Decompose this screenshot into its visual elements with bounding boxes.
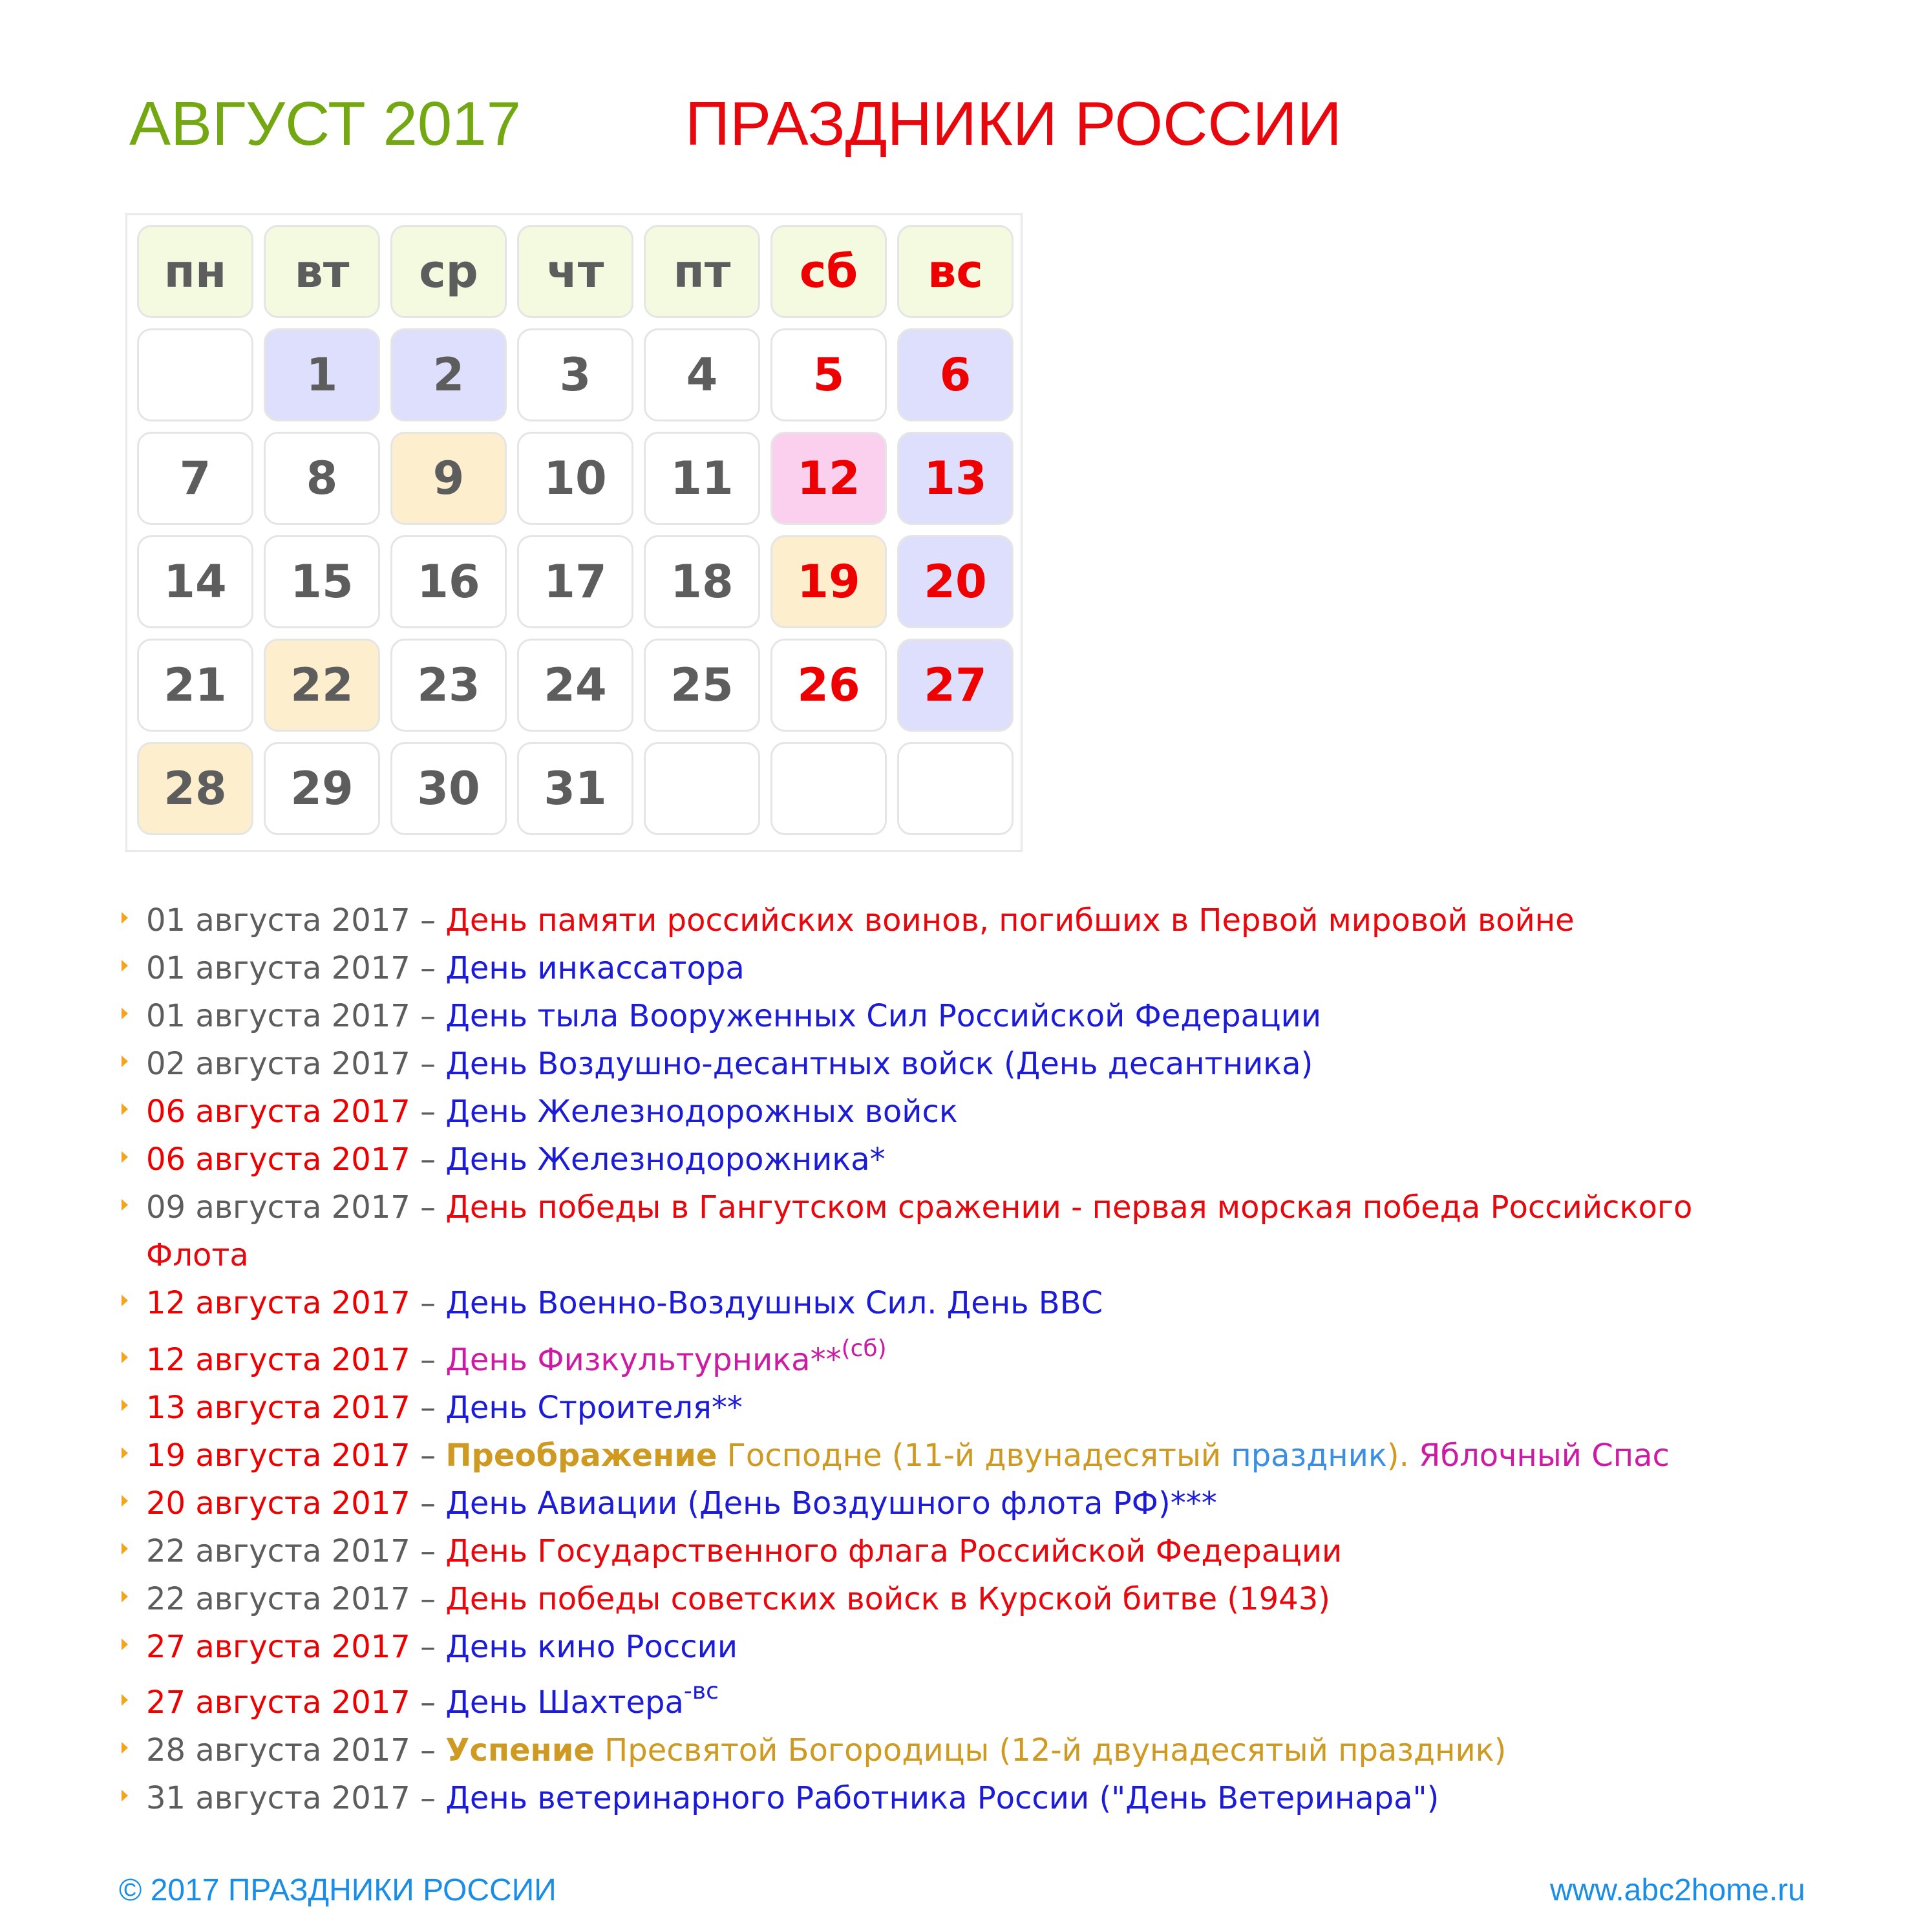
day-cell[interactable]: 15 [264, 535, 380, 628]
holiday-date: 12 августа 2017 [146, 1342, 410, 1378]
bullet-arrow-icon [122, 1151, 128, 1163]
holiday-date: 06 августа 2017 [146, 1094, 410, 1130]
holiday-name-link: праздник [1231, 1438, 1387, 1474]
holiday-name: День победы в Гангутском сражении - первая морская победа Российского [445, 1189, 1693, 1226]
weekday-header-fri: пт [644, 225, 760, 318]
day-cell[interactable]: 17 [517, 535, 633, 628]
day-cell[interactable]: 16 [390, 535, 507, 628]
bullet-arrow-icon [122, 1639, 128, 1650]
list-item [146, 1623, 1794, 1671]
list-item [146, 1279, 1794, 1327]
separator: – [420, 1285, 436, 1321]
day-cell[interactable]: 14 [137, 535, 253, 628]
day-cell[interactable]: 23 [390, 639, 507, 732]
holiday-name-continued: Флота [146, 1237, 249, 1273]
list-item [146, 1384, 1794, 1432]
list-item [146, 897, 1794, 944]
day-cell-weekend[interactable]: 27 [897, 639, 1014, 732]
day-cell[interactable]: 9 [390, 432, 507, 525]
holiday-date: 27 августа 2017 [146, 1684, 410, 1721]
separator: – [420, 1629, 436, 1665]
bullet-arrow-icon [122, 960, 128, 971]
weekday-header-thu: чт [517, 225, 633, 318]
holiday-date: 02 августа 2017 [146, 1046, 410, 1082]
day-cell[interactable]: 24 [517, 639, 633, 732]
page-title: ПРАЗДНИКИ РОССИИ [685, 89, 1342, 158]
separator: – [420, 1732, 436, 1768]
holiday-date: 12 августа 2017 [146, 1285, 410, 1321]
bullet-arrow-icon [122, 1199, 128, 1211]
holiday-date: 28 августа 2017 [146, 1732, 410, 1768]
day-cell-weekend[interactable]: 19 [770, 535, 887, 628]
holiday-date: 19 августа 2017 [146, 1438, 410, 1474]
bullet-arrow-icon [122, 1295, 128, 1306]
holiday-name: День Железнодорожных войск [445, 1094, 958, 1130]
holiday-name: День Авиации (День Воздушного флота РФ)*** [445, 1485, 1217, 1522]
holiday-name: День ветеринарного Работника России ("День Ветеринара") [445, 1780, 1439, 1816]
list-item [146, 1088, 1794, 1136]
holiday-name: День тыла Вооруженных Сил Российской Федерации [445, 998, 1322, 1034]
separator: – [420, 998, 436, 1034]
weekday-header-sun: вс [897, 225, 1014, 318]
day-cell[interactable]: 10 [517, 432, 633, 525]
day-cell[interactable]: 11 [644, 432, 760, 525]
holiday-name: ). [1386, 1438, 1409, 1474]
list-item [146, 1726, 1794, 1774]
day-cell[interactable]: 4 [644, 328, 760, 421]
day-cell[interactable]: 3 [517, 328, 633, 421]
holiday-name: Господне (11-й двунадесятый [717, 1438, 1231, 1474]
bullet-arrow-icon [122, 1399, 128, 1411]
bullet-arrow-icon [122, 912, 128, 924]
holiday-name: День инкассатора [445, 950, 745, 986]
footer-copyright: © 2017 ПРАЗДНИКИ РОССИИ [119, 1873, 557, 1907]
separator: – [420, 1094, 436, 1130]
day-cell[interactable]: 22 [264, 639, 380, 732]
separator: – [420, 1485, 436, 1522]
holiday-name-bold: Успение [445, 1732, 595, 1768]
holiday-name: День памяти российских воинов, погибших в Первой мировой войне [445, 902, 1575, 939]
holiday-date: 20 августа 2017 [146, 1485, 410, 1522]
separator: – [420, 902, 436, 939]
day-cell[interactable]: 18 [644, 535, 760, 628]
holiday-name: День Военно-Воздушных Сил. День ВВС [445, 1285, 1103, 1321]
day-cell-weekend[interactable]: 6 [897, 328, 1014, 421]
bullet-arrow-icon [122, 1694, 128, 1706]
separator: – [420, 1438, 436, 1474]
weekday-header-tue: вт [264, 225, 380, 318]
bullet-arrow-icon [122, 1447, 128, 1459]
weekday-header-sat: сб [770, 225, 887, 318]
day-cell[interactable]: 8 [264, 432, 380, 525]
list-item [146, 1527, 1794, 1575]
bullet-arrow-icon [122, 1008, 128, 1019]
holiday-date: 09 августа 2017 [146, 1189, 410, 1226]
holiday-name-bold: Преображение [445, 1438, 717, 1474]
holiday-footnote: -вс [683, 1678, 719, 1704]
holiday-date: 13 августа 2017 [146, 1390, 410, 1426]
holiday-date: 27 августа 2017 [146, 1629, 410, 1665]
day-cell-weekend[interactable]: 26 [770, 639, 887, 732]
list-item [146, 992, 1794, 1040]
holiday-date: 31 августа 2017 [146, 1780, 410, 1816]
bullet-arrow-icon [122, 1103, 128, 1115]
day-cell-weekend[interactable]: 13 [897, 432, 1014, 525]
separator: – [420, 1780, 436, 1816]
day-cell[interactable]: 30 [390, 742, 507, 835]
list-item [146, 1136, 1794, 1184]
list-item [146, 1040, 1794, 1088]
separator: – [420, 950, 436, 986]
list-item [146, 1336, 1794, 1384]
holiday-footnote: (сб) [841, 1335, 887, 1362]
holiday-name: День кино России [445, 1629, 738, 1665]
day-cell[interactable]: 31 [517, 742, 633, 835]
bullet-arrow-icon [122, 1591, 128, 1602]
separator: – [420, 1141, 436, 1178]
day-cell-weekend[interactable]: 20 [897, 535, 1014, 628]
separator: – [420, 1684, 436, 1721]
day-cell[interactable]: 2 [390, 328, 507, 421]
day-cell-weekend[interactable]: 12 [770, 432, 887, 525]
bullet-arrow-icon [122, 1056, 128, 1067]
separator: – [420, 1533, 436, 1569]
separator: – [420, 1189, 436, 1226]
holiday-name: Яблочный Спас [1408, 1438, 1670, 1474]
holiday-date: 01 августа 2017 [146, 998, 410, 1034]
weekday-header-wed: ср [390, 225, 507, 318]
day-cell[interactable]: 21 [137, 639, 253, 732]
holiday-name: День Строителя** [445, 1390, 743, 1426]
holiday-name: День Государственного флага Российской Федерации [445, 1533, 1343, 1569]
list-item [146, 1679, 1794, 1726]
footer-site-link[interactable]: www.abc2home.ru [1550, 1873, 1805, 1907]
list-item [146, 944, 1794, 992]
day-cell[interactable]: 1 [264, 328, 380, 421]
holiday-name: День Шахтера [445, 1684, 684, 1721]
list-item [146, 1184, 1794, 1279]
list-item [146, 1575, 1794, 1623]
holiday-name: День Воздушно-десантных войск (День десантника) [445, 1046, 1313, 1082]
holiday-name: День Железнодорожника* [445, 1141, 886, 1178]
separator: – [420, 1390, 436, 1426]
holiday-date: 22 августа 2017 [146, 1581, 410, 1617]
month-title: АВГУСТ 2017 [129, 89, 522, 158]
bullet-arrow-icon [122, 1742, 128, 1754]
bullet-arrow-icon [122, 1543, 128, 1555]
day-cell[interactable]: 7 [137, 432, 253, 525]
holiday-name: День Физкультурника** [445, 1342, 842, 1378]
bullet-arrow-icon [122, 1495, 128, 1507]
holiday-date: 01 августа 2017 [146, 902, 410, 939]
weekday-header-mon: пн [137, 225, 253, 318]
day-cell[interactable]: 25 [644, 639, 760, 732]
holiday-date: 22 августа 2017 [146, 1533, 410, 1569]
holiday-name: День победы советских войск в Курской битве (1943) [445, 1581, 1330, 1617]
separator: – [420, 1046, 436, 1082]
day-cell-weekend[interactable]: 5 [770, 328, 887, 421]
holiday-name: Пресвятой Богородицы (12-й двунадесятый праздник) [594, 1732, 1507, 1768]
list-item [146, 1432, 1794, 1480]
day-cell[interactable]: 29 [264, 742, 380, 835]
list-item [146, 1480, 1794, 1527]
day-cell[interactable]: 28 [137, 742, 253, 835]
separator: – [420, 1342, 436, 1378]
holiday-date: 01 августа 2017 [146, 950, 410, 986]
bullet-arrow-icon [122, 1790, 128, 1801]
holiday-date: 06 августа 2017 [146, 1141, 410, 1178]
separator: – [420, 1581, 436, 1617]
list-item [146, 1774, 1794, 1822]
bullet-arrow-icon [122, 1352, 128, 1363]
